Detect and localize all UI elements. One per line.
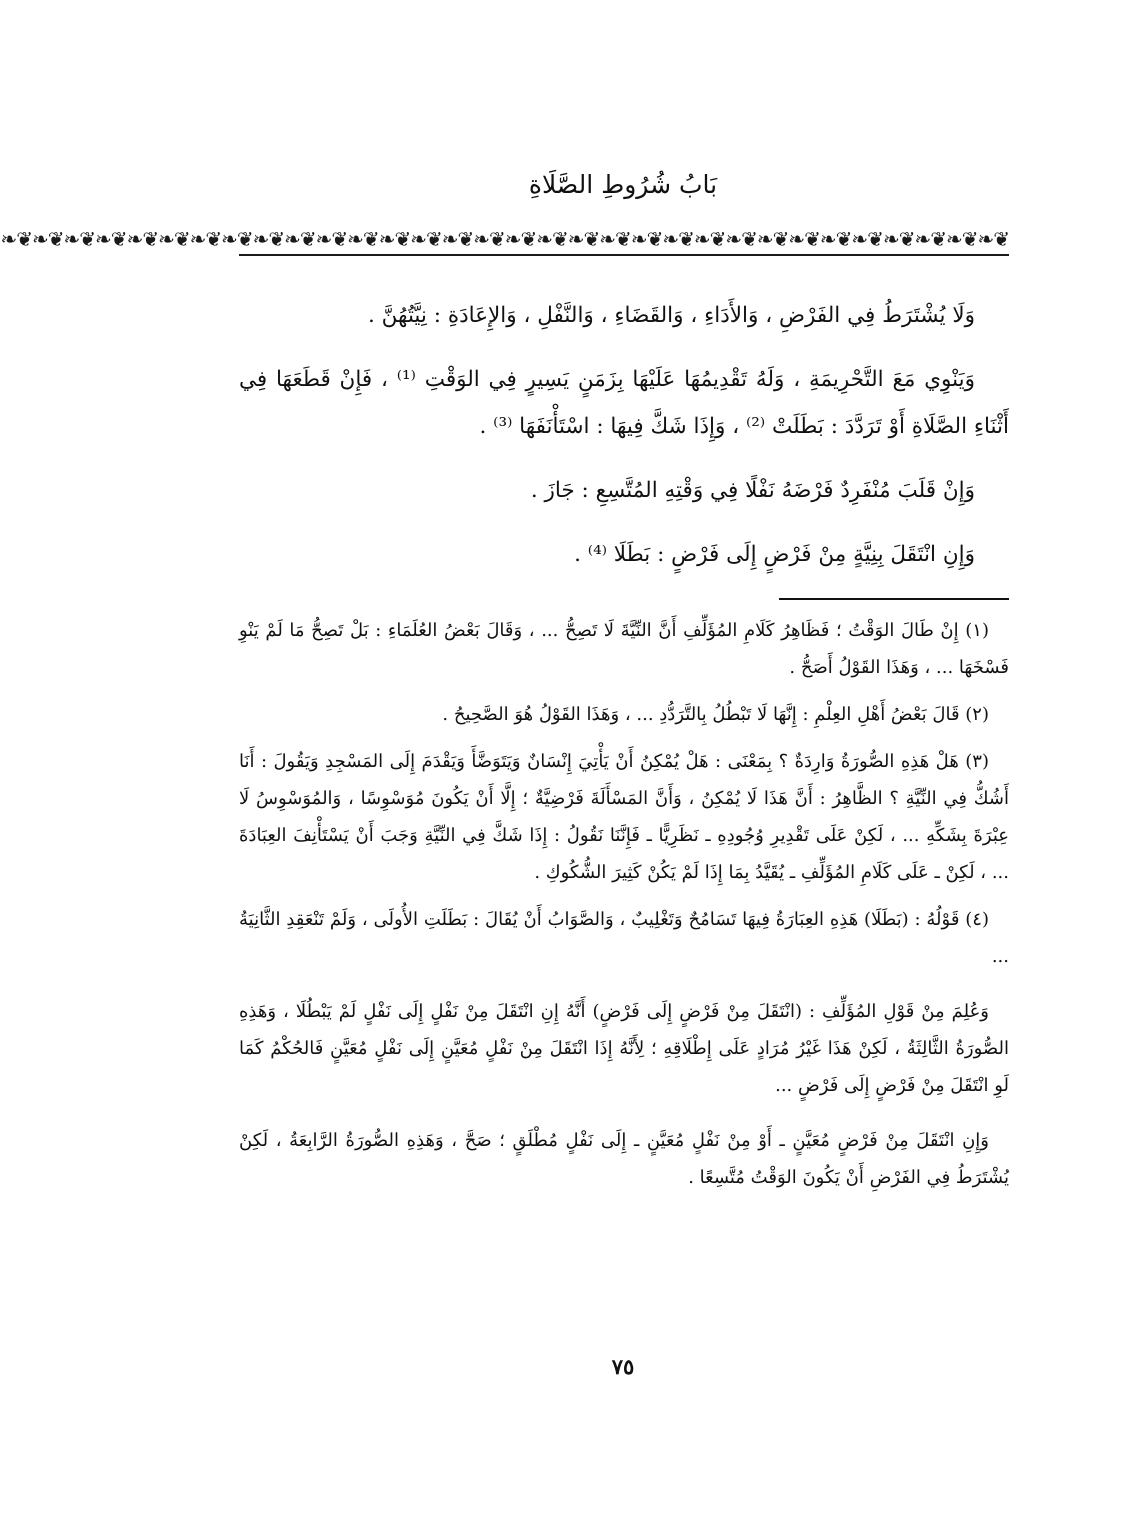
footnote-4: (٤) قَوْلُهُ : (بَطَلَا) هَذِهِ العِبَارَةُ فِيهَا تَسَامُحٌ وَتَغْلِيبٌ ، وَالصَّوَابُ أَنْ يُقَالَ : بَطَلَتِ الأُولَى ، وَلَمْ تَنْعَقِدِ الثَّانِيَةُ ... — [239, 909, 1009, 967]
footnote-4-continued: وَعُلِمَ مِنْ قَوْلِ المُؤَلِّفِ : (انْتَقَلَ مِنْ فَرْضٍ إِلَى فَرْضٍ) أَنَّهُ إِنِ انْتَقَلَ مِنْ نَفْلٍ إِلَى نَفْلٍ لَمْ يَبْطُلَا ، وَهَذِهِ الصُّورَةُ الثَّالِثَةُ ، لَكِنْ هَذَا غَيْرُ مُرَادٍ عَلَى إِطْلَاقِهِ ؛ لِأَنَّهُ إِذَا انْتَقَلَ مِنْ نَفْلٍ مُعَيَّنٍ إِلَى نَفْلٍ مُعَيَّنٍ فَالحُكْمُ كَمَا لَوِ انْتَقَلَ مِنْ فَرْضٍ إِلَى فَرْضٍ ... — [239, 1001, 1009, 1096]
footnote-2: (٢) قَالَ بَعْضُ أَهْلِ العِلْمِ : إِنَّهَا لَا تَبْطُلُ بِالتَّرَدُّدِ ... ، وَهَذَا القَوْلُ هُوَ الصَّحِيحُ . — [442, 704, 989, 725]
footnote-separator — [779, 598, 1009, 600]
main-paragraph: وَيَنْوِي مَعَ التَّحْرِيمَةِ ، وَلَهُ تَقْدِيمُهَا عَلَيْهَا بِزَمَنٍ يَسِيرٍ فِي الوَقْتِ ⁽¹⁾ ، فَإِنْ قَطَعَهَا فِي أَثْنَاءِ الصَّلَاةِ أَوْ تَرَدَّدَ : بَطَلَتْ ⁽²⁾ ، وَإِذَا شَكَّ فِيهَا : اسْتَأْنَفَهَا ⁽³⁾ . — [239, 367, 1009, 439]
footnote-3: (٣) هَلْ هَذِهِ الصُّورَةُ وَارِدَةٌ ؟ بِمَعْنَى : هَلْ يُمْكِنُ أَنْ يَأْتِيَ إِنْسَانٌ وَيَتَوَضَّأَ وَيَقْدَمَ إِلَى المَسْجِدِ وَيَقُولَ : أَنَا أَشُكُّ فِي النِّيَّةِ ؟ الظَّاهِرُ : أَنَّ هَذَا لَا يُمْكِنُ ، وَأَنَّ المَسْأَلَةَ فَرْضِيَّةٌ ؛ إِلَّا أَنْ يَكُونَ مُوَسْوِسًا ، وَالمُوَسْوِسُ لَا عِبْرَةَ بِشَكِّهِ ... ، لَكِنْ عَلَى تَقْدِيرِ وُجُودِهِ ـ نَظَرِيًّا ـ فَإِنَّنَا نَقُولُ : إِذَا شَكَّ فِي النِّيَّةِ وَجَبَ أَنْ يَسْتَأْنِفَ العِبَادَةَ ... ، لَكِنْ ـ عَلَى كَلَامِ المُؤَلِّفِ ـ يُقَيَّدُ بِمَا إِذَا لَمْ يَكُنْ كَثِيرَ الشُّكُوكِ . — [239, 751, 1009, 883]
footnote-4-continued: وَإِنِ انْتَقَلَ مِنْ فَرْضٍ مُعَيَّنٍ ـ أَوْ مِنْ نَفْلٍ مُعَيَّنٍ ـ إِلَى نَفْلٍ مُطْلَقٍ ؛ صَحَّ ، وَهَذِهِ الصُّورَةُ الرَّابِعَةُ ، لَكِنْ يُشْتَرَطُ فِي الفَرْضِ أَنْ يَكُونَ الوَقْتُ مُتَّسِعًا . — [239, 1130, 1009, 1188]
page-number: ٧٥ — [611, 1354, 635, 1379]
main-paragraph: وَلَا يُشْتَرَطُ فِي الفَرْضِ ، وَالأَدَاءِ ، وَالقَضَاءِ ، وَالنَّفْلِ ، وَالإِعَادَةِ : نِيَّتُهُنَّ . — [368, 303, 975, 328]
footnotes — [239, 612, 1009, 1206]
chapter-title: بَابُ شُرُوطِ الصَّلَاةِ — [528, 170, 718, 199]
main-paragraph: وَإِنِ انْتَقَلَ بِنِيَّةٍ مِنْ فَرْضٍ إِلَى فَرْضٍ : بَطَلَا ⁽⁴⁾ . — [574, 542, 975, 567]
footnote-1: (١) إِنْ طَالَ الوَقْتُ ؛ فَظَاهِرُ كَلَامِ المُؤَلِّفِ أَنَّ النِّيَّةَ لَا تَصِحُّ ... ، وَقَالَ بَعْضُ العُلَمَاءِ : بَلْ تَصِحُّ مَا لَمْ يَنْوِ فَسْخَهَا ... ، وَهَذَا القَوْلُ أَصَحُّ . — [239, 620, 1009, 678]
main-text — [239, 292, 1009, 578]
main-paragraph: وَإِنْ قَلَبَ مُنْفَرِدٌ فَرْضَهُ نَفْلًا فِي وَقْتِهِ المُتَّسِعِ : جَازَ . — [530, 478, 975, 503]
ornament-border: ❦❧❦❧❦❧❦❧❦❧❦❧❦❧❦❧❦❧❦❧❦❧❦❧❦❧❦❧❦❧❦❧❦❧❦❧❦❧❦❧❦❧❦❧❦❧❦❧❦❧❦❧❦❧❦❧❦❧❦❧❦❧❦❧ — [239, 224, 1009, 256]
